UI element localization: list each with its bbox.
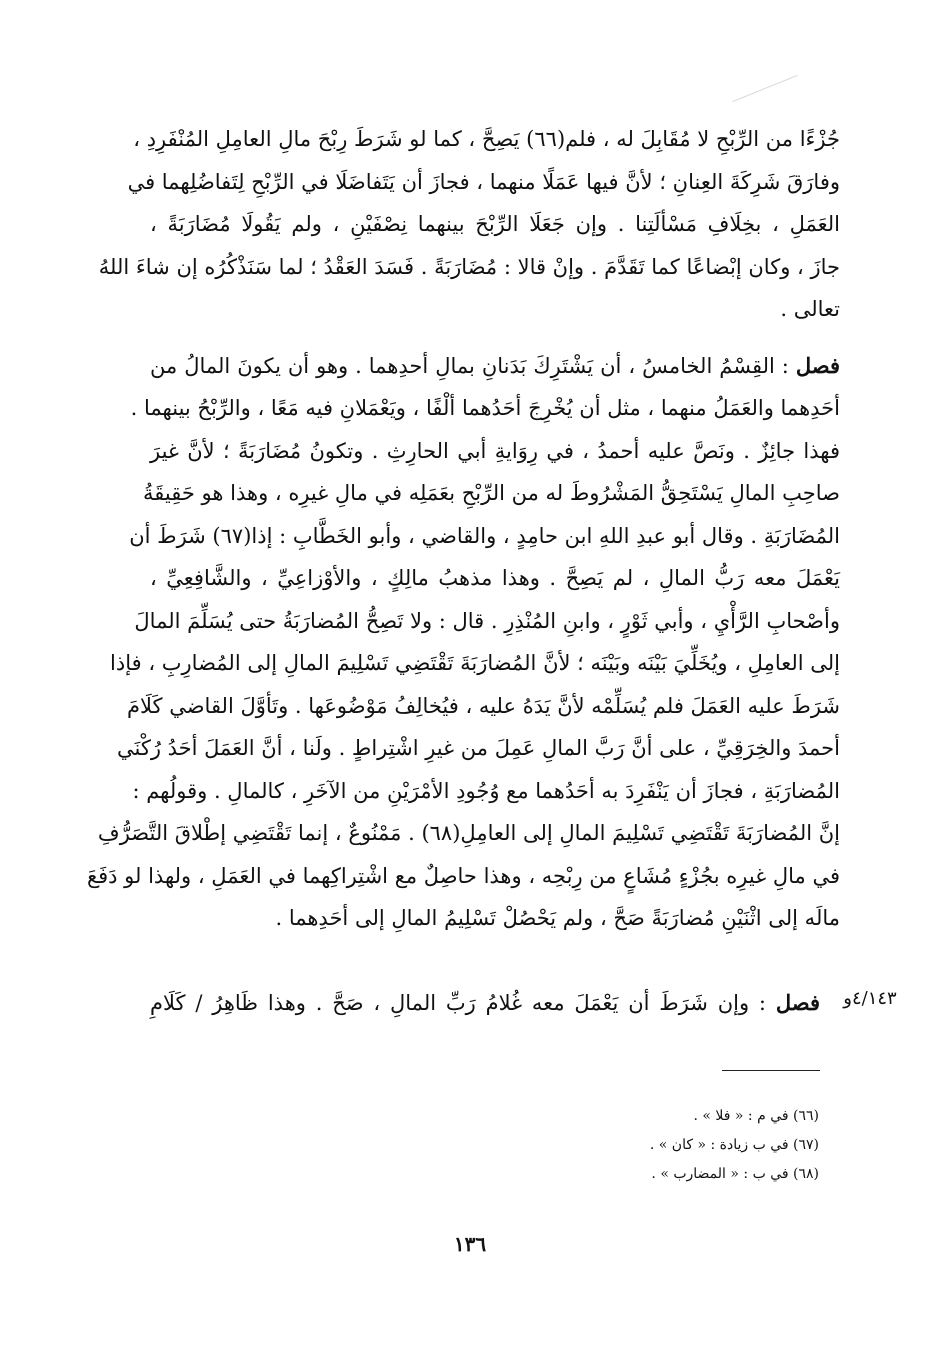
text-line: العَمَلِ ، بخِلَافِ مَسْألَتِنا . وإن جَعَلَا الرِّبْحَ بينهما نِصْفَيْنِ ، ولم يَقُولَا مُضَارَبَةً ،: [150, 212, 840, 236]
text-line: المُضَارَبَةِ . وقال أبو عبدِ اللهِ ابن حامِدٍ ، والقاضي ، وأبو الخَطَّابِ : إذا(٦٧) شَرَطَ أن: [129, 523, 840, 548]
text-line: [150, 345, 840, 388]
text-line: فهذا جائِزٌ . ونَصَّ عليه أحمدُ ، في رِوَايةِ أبي الحارِثِ . وتكونُ مُضَارَبَةً ؛ لأنَّ غيرَ: [150, 438, 840, 463]
section-start: [150, 982, 820, 1025]
text-line-content: : القِسْمُ الخامسُ ، أن يَشْتَرِكَ بَدَنانِ بمالِ أحدِهما . وهو أن يكونَ المالُ من: [150, 353, 789, 378]
text-line: جُزْءًا من الرِّبْحِ لا مُقَابِلَ له ، فلم(٦٦) يَصِحَّ ، كما لو شَرَطَ رِبْحَ مالِ العامِلِ المُنْفَرِدِ ،: [133, 127, 840, 151]
footnote: (٦٦) في م : « فلا » .: [693, 1108, 819, 1124]
page-number: ١٣٦: [453, 1232, 487, 1256]
text-line: مالَه إلى اثْنَيْنِ مُضارَبَةً صَحَّ ، ولم يَحْصُلْ تَسْلِيمُ المالِ إلى أحَدِهما .: [275, 906, 840, 930]
text-line: المُضارَبَةِ ، فجازَ أن يَنْفَرِدَ به أحَدُهما مع وُجُودِ الأمْرَيْنِ من الآخَرِ ، كالمالِ . وقولُهم :: [132, 778, 840, 803]
text-line: وفارَقَ شَرِكَةَ العِنانِ ؛ لأنَّ فيها عَمَلًا منهما ، فجازَ أن يَتَفاضَلَا في الرِّبْحِ لِتَفاضُلِهما في: [127, 169, 840, 194]
text-line: أحَدِهما والعَمَلُ منهما ، مثل أن يُخْرِجَ أحَدُهما ألْفًا ، ويَعْمَلانِ فيه مَعًا ، والرِّبْحُ بينهما .: [130, 396, 840, 420]
text-line: إنَّ المُضارَبَةَ تَقْتَضِي تَسْلِيمَ المالِ إلى العامِلِ(٦٨) . مَمْنُوعٌ ، إنما تَقْتَضِي إطْلاقَ التَّصَرُّفِ: [97, 821, 840, 845]
text-line-content: : وإن شَرَطَ أن يَعْمَلَ معه غُلامُ رَبِّ المالِ ، صَحَّ . وهذا ظَاهِرُ / كَلَامِ: [150, 991, 767, 1015]
text-line: في مالِ غيرِه بجُزْءٍ مُشَاعٍ من رِبْحِه ، وهذا حاصِلٌ مع اشْتِراكِهما في العَمَلِ ، ولهذا لو دَفَعَ: [86, 863, 840, 888]
text-line: صاحِبِ المالِ يَسْتَحِقُّ المَشْرُوطَ له من الرِّبْحِ بعَمَلِه في مالِ غيرِه ، وهذا هو حَقِيقَةُ: [143, 481, 840, 505]
text-line: يَعْمَلَ معه رَبُّ المالِ ، لم يَصِحَّ . وهذا مذهبُ مالِكٍ ، والأوْزاعِيِّ ، والشَّافِعِيِّ ،: [150, 566, 840, 590]
text-line: تعالى .: [780, 297, 840, 321]
text-line: وأصْحابِ الرَّأْيِ ، وأبي ثَوْرٍ ، وابنِ المُنْذِرِ . قال : ولا تَصِحُّ المُضارَبَةُ حتى يُسَلِّمَ المالَ: [134, 608, 840, 633]
text-line: شَرَطَ عليه العَمَلَ فلم يُسَلِّمْه لأنَّ يَدَهُ عليه ، فيُخالِفُ مَوْضُوعَها . وتَأوَّلَ القاضي كَلَامَ: [127, 693, 840, 718]
footnotes: [419, 1102, 819, 1189]
margin-page-reference: ٤/١٤٣و: [843, 988, 897, 1009]
section-label: فصل: [775, 990, 820, 1015]
text-line: جازَ ، وكان إبْضاعًا كما تَقَدَّمَ . وإنْ قالا : مُضَارَبَةً . فَسَدَ العَقْدُ ؛ لما سَنَذْكُرُه إن شاءَ اللهُ: [98, 254, 840, 279]
main-text: [86, 118, 841, 940]
text-line: إلى العامِلِ ، ويُخَلِّيَ بَيْنَه وبَيْنَه ؛ لأنَّ المُضارَبَةَ تَقْتَضِي تَسْلِيمَ المالِ إلى المُضارِبِ ، فإذا: [110, 651, 840, 675]
scan-artifact: [732, 75, 797, 102]
footnote: (٦٧) في ب زيادة : « كان » .: [649, 1137, 819, 1153]
footnote-divider: [722, 1070, 820, 1071]
section-label: فصل: [795, 352, 841, 378]
text-line: أحمدَ والخِرَقِيِّ ، على أنَّ رَبَّ المالِ عَمِلَ من غيرِ اشْتِراطٍ . ولَنا ، أنَّ العَمَلَ أحَدُ رُكْنَي: [116, 736, 840, 760]
text-line: [150, 982, 820, 1025]
footnote: (٦٨) في ب : « المضارب » .: [651, 1166, 819, 1182]
